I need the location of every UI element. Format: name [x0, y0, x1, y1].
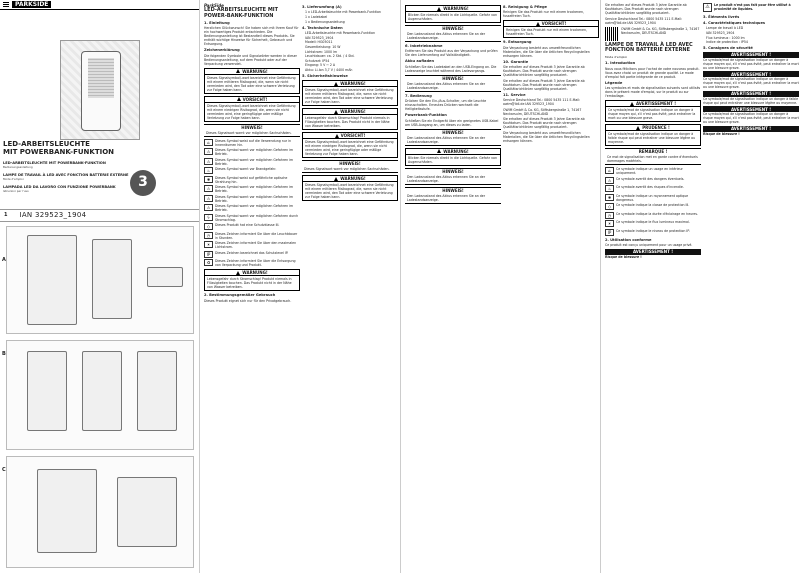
note-box: HINWEIS! Den Ladezustand des Akkus erkennen Sie an der Ladestandsanzeige.	[405, 129, 501, 146]
list-item: Modell: HG05011	[305, 40, 333, 45]
qr-row	[605, 27, 701, 41]
fr-risk-text: Risque de blessure !	[605, 254, 642, 259]
warning-box: WARNUNG! Dieses Signalsymbol/-wort bezeichnet eine Gefährdung mit einem mittleren Risikograd, die, wenn sie nicht vermieden wird, den Tod oder eine schwere Verletzung zur Folge haben kann.	[204, 68, 300, 94]
lumen-icon: ☀	[204, 241, 213, 248]
list-item: 1 x Bedienungsanleitung	[305, 19, 345, 24]
powerbank-text: Schließen Sie ein Endgerät über ein geeignetes USB-Kabel am USB-Ausgang an, um dieses zu laden.	[405, 118, 499, 127]
fr-heading: LAMPE DE TRAVAIL À LED AVEC FONCTION BATTERIE EXTERNE	[605, 41, 693, 53]
section-warranty: 10. Garantie	[503, 59, 529, 64]
symbol-row: ϟ Dieses Symbol warnt vor möglichen Gefahren durch Stromschlag.	[204, 214, 300, 222]
note-box: HINWEIS! Den Ladezustand des Akkus erkennen Sie an der Ladestandsanzeige.	[405, 187, 501, 204]
list-item: Eingang: 5 V ⎓ 2 A	[305, 63, 336, 68]
symbol-row: ☀ Ce symbole indique le flux lumineux maximal.	[605, 220, 701, 227]
symbol-row: ◷ Ce symbole indique la durée d'éclairage en heures.	[605, 212, 701, 219]
charging-text: Schließen Sie das Ladekabel an den USB-Eingang an. Die Ladeanzeige leuchtet während des Ladevorgangs.	[405, 64, 497, 73]
warning-icon: ⚠	[703, 3, 712, 12]
warning-bar: AVERTISSEMENT !	[605, 249, 701, 255]
warranty-text: Sie erhalten auf dieses Produkt 3 Jahre Garantie ab Kaufdatum. Das Produkt wurde nach strengen Qualitätsrichtlinien sorgfältig produziert.	[503, 78, 585, 91]
legend-text: Die folgenden Symbole und Signalwörter werden in dieser Bedienungsanleitung, auf dem Produkt oder auf der Verpackung verwendet.	[204, 53, 297, 66]
legend-heading: Zeichenerklärung	[204, 48, 240, 53]
warning-icon	[630, 102, 634, 106]
symbol-row: ⌂ Dieses Symbol weist auf die Verwendung nur in Innenräumen hin.	[204, 139, 300, 147]
fr-notice-row	[703, 3, 799, 13]
warning-bar: AVERTISSEMENT !	[703, 126, 799, 132]
figure-b-label: B	[2, 351, 6, 357]
ian-number: IAN 329523_1904	[19, 211, 87, 220]
warning-icon	[334, 82, 338, 86]
class-iii-icon: ◇	[605, 203, 614, 210]
symbol-row: ⚠ Dieses Symbol warnt vor möglichen Gefahren im Betrieb.	[204, 195, 300, 203]
fr-warning-text: Ce symbole/mot de signalisation indique un danger à risque moyen qui, s'il n'est pas évité, peut entraîner la mort ou une blessure grave.	[703, 112, 799, 125]
lightning-icon: ϟ	[204, 214, 213, 221]
clock-icon: ◷	[605, 212, 614, 219]
caution-icon	[335, 134, 339, 138]
list-item: Indice de protection : IP54	[706, 40, 748, 45]
figure-a-lamp-front	[27, 235, 77, 325]
list-item: LED-Arbeitsleuchte mit Powerbank-Funktion	[305, 31, 375, 36]
ip-icon: IP	[204, 251, 213, 258]
list-item: Flux lumineux : 1000 lm	[706, 35, 745, 40]
symbol-row: ⌂ Ce symbole indique un usage en intérieur uniquement.	[605, 167, 701, 175]
lamp-drawing	[81, 51, 121, 131]
charging-heading: Akku aufladen	[405, 59, 435, 64]
page3-col-right	[503, 3, 599, 144]
warning-box: WARNUNG! Blicken Sie niemals direkt in die Lichtquelle. Gefahr von Augenschäden.	[405, 5, 501, 23]
manufacturer-text: OWIM GmbH & Co. KG, Stiftsbergstraße 1, 74167 Neckarsulm, DEUTSCHLAND	[503, 107, 582, 116]
manual-page-4	[601, 0, 802, 573]
manufacturer-text: OWIM GmbH & Co. KG, Stiftsbergstraße 1, 74167 Neckarsulm, DEUTSCHLAND	[621, 26, 700, 35]
section-disposal: 9. Entsorgung	[503, 40, 532, 45]
section-tech-data: 4. Technische Daten	[302, 25, 343, 30]
fr-section-tech: 4. Caractéristiques techniques	[703, 20, 766, 25]
page3-col-left	[405, 3, 501, 206]
list-item: IAN 329523_1904	[706, 31, 735, 36]
qr-code-icon	[605, 27, 619, 41]
list-item: Gesamtleistung: 10 W	[305, 44, 341, 49]
list-item: Leuchtdauer: ca. 2 Std. / 4 Std.	[305, 54, 355, 59]
warning-icon: ⚠	[204, 148, 213, 155]
section-safety: 5. Sicherheitshinweise	[302, 73, 348, 78]
manual-page-3	[401, 0, 601, 573]
cover-title: LED-ARBEITSLEUCHTE MIT POWERBANK-FUNKTION	[3, 140, 115, 156]
fr-section-safety: 5. Consignes de sécurité	[703, 46, 753, 51]
warning-box: WARNUNG! Lebensgefahr durch Stromschlag! Produkt niemals in Flüssigkeiten tauchen. Das Produkt nicht in der Nähe von Wasser betreiben.	[204, 269, 300, 291]
caution-box: VORSICHT! Dieses Signalsymbol/-wort bezeichnet eine Gefährdung mit einem niedrigen Risikograd, die, wenn sie nicht vermieden wird, eine geringfügige oder mäßige Verletzung zur Folge haben kann.	[204, 96, 300, 122]
figure-c-lamp	[37, 469, 97, 553]
symbol-row: ⚠ Dieses Symbol warnt vor möglichen Gefahren im Betrieb.	[204, 204, 300, 212]
figure-b	[2, 340, 194, 450]
note-box: HINWEIS! Den Ladezustand des Akkus erkennen Sie an der Ladestandsanzeige.	[405, 25, 501, 42]
note-box: HINWEIS! Dieses Signalwort warnt vor möglichen Sachschäden.	[204, 124, 300, 137]
section-intended-use: 2. Bestimmungsgemäßer Gebrauch	[204, 293, 276, 298]
caution-box: VORSICHT! Reinigen Sie das Produkt nur mit einem trockenen, fusselfreien Tuch.	[503, 20, 599, 38]
cover-lang-de: LED-ARBEITSLEUCHTE MIT POWERBANK-FUNKTION Bedienungsanleitung	[3, 161, 106, 169]
intro-text: Herzlichen Glückwunsch! Sie haben sich mit Ihrem Kauf für ein hochwertiges Produkt entschieden. Die Bedienungsanleitung ist Bestandteil dieses Produkts. Sie enthält wichtige Hinweise für Sicherheit, Gebrauch und Entsorgung.	[204, 26, 299, 47]
warning-bar: AVERTISSEMENT !	[703, 71, 799, 77]
section-service: 11. Service	[503, 92, 526, 97]
caution-icon	[536, 22, 540, 26]
fr-section-usage: 2. Utilisation conforme	[605, 237, 652, 242]
disposal-text: Die Verpackung besteht aus umweltfreundlichen Materialien, die Sie über die örtlichen Recyclingstellen entsorgen können.	[503, 45, 590, 58]
cover-lang-it: LAMPADA LED DA LAVORO CON FUNZIONE POWERBANK Istruzioni per l'uso	[3, 185, 116, 193]
symbol-row: ♻ Dieses Zeichen informiert Sie über die Entsorgung von Verpackung und Produkt.	[204, 259, 300, 267]
lumen-icon: ☀	[605, 220, 614, 227]
symbol-row: ✹ Dieses Symbol weist auf gefährliche optische Strahlung hin.	[204, 176, 300, 184]
fire-icon: ♨	[605, 185, 614, 192]
list-item: 1 x LED-Arbeitsleuchte mit Powerbank-Funktion	[305, 10, 381, 15]
warning-box: WARNUNG! Blicken Sie niemals direkt in die Lichtquelle. Gefahr von Augenschäden.	[405, 148, 501, 166]
symbol-row: ⚠ Ce symbole avertit des dangers éventuels.	[605, 177, 701, 184]
figure-a-cable	[147, 267, 183, 287]
list-item: 1 x Ladekabel	[305, 15, 328, 20]
warning-box: WARNUNG! Dieses Signalsymbol/-wort bezeichnet eine Gefährdung mit einem mittleren Risikograd, die, wenn sie nicht vermieden wird, den Tod oder eine schwere Verletzung zur Folge haben kann.	[302, 175, 398, 201]
symbol-row: IP Dieses Zeichen bezeichnet das Schutzlevel IP.	[204, 251, 300, 258]
menu-icon	[3, 2, 9, 7]
warning-icon	[236, 69, 240, 73]
cover-page	[0, 0, 200, 573]
section-cleaning: 8. Reinigung & Pflege	[503, 5, 547, 9]
page4-col-left	[605, 3, 701, 260]
figure-b-lamp-1	[27, 351, 67, 431]
warning-box: WARNUNG! Lebensgefahr durch Stromschlag! Produkt niemals in Flüssigkeiten tauchen. Das Produkt nicht in der Nähe von Wasser betreiben.	[302, 108, 398, 130]
symbol-row: ⚠ Dieses Symbol warnt vor möglichen Gefahren im Betrieb.	[204, 158, 300, 166]
fire-icon: ♨	[204, 167, 213, 174]
start-text: Entfernen Sie das Produkt aus der Verpackung und prüfen Sie den Lieferumfang auf Vollständigkeit.	[405, 49, 498, 58]
symbol-row: ◇ Ce symbole indique la classe de protection III.	[605, 203, 701, 210]
warranty-text: Sie erhalten auf dieses Produkt 3 Jahre Garantie ab Kaufdatum. Das Produkt wurde nach strengen Qualitätsrichtlinien sorgfältig produziert.	[503, 65, 585, 78]
warning-bar: AVERTISSEMENT !	[703, 52, 799, 58]
note-box: HINWEIS! Den Ladezustand des Akkus erkennen Sie an der Ladestandsanzeige.	[405, 75, 501, 92]
list-item: Schutzart: IP54	[305, 58, 330, 63]
warning-icon	[334, 177, 338, 181]
figure-c	[2, 456, 194, 568]
section-operation: 7. Bedienung	[405, 93, 432, 98]
warning-bar: AVERTISSEMENT !	[703, 106, 799, 112]
service-text: Service Deutschland Tel.: 0800 5435 111 E-Mail: owim@lidl.de IAN 329523_1904	[605, 16, 683, 25]
section-introduction: 1. Einleitung	[204, 21, 230, 25]
warning-box: WARNUNG! Dieses Signalsymbol/-wort bezeichnet eine Gefährdung mit einem mittleren Risikograd, die, wenn sie nicht vermieden wird, den Tod oder eine schwere Verletzung zur Folge haben kann.	[302, 80, 398, 106]
figure-a-lamp-side	[92, 239, 132, 319]
warning-bar: AVERTISSEMENT !	[703, 91, 799, 97]
caution-icon	[237, 97, 241, 101]
symbol-row: ⚠ Dieses Symbol warnt vor möglichen Gefahren im Betrieb.	[204, 148, 300, 156]
symbol-row: IP Ce symbole indique le niveau de protection IP.	[605, 229, 701, 236]
cover-lang-fr: LAMPE DE TRAVAIL À LED AVEC FONCTION BATTERIE EXTERNE Mode d'emploi	[3, 173, 129, 181]
fr-section-delivery: 3. Éléments livrés	[703, 14, 740, 19]
warning-icon	[236, 271, 240, 275]
figure-c-label: C	[2, 467, 6, 473]
recycle-icon: ♻	[204, 259, 213, 266]
intended-use-text: Dieses Produkt eignet sich nur für den Privatgebrauch.	[204, 298, 292, 303]
figure-a-label: A	[2, 257, 6, 263]
page2-col-left	[204, 3, 300, 304]
warning-box: AVERTISSEMENT ! Ce symbole/mot de signalisation indique un danger à risque moyen qui, s'il n'est pas évité, peut entraîner la mort ou une blessure grave.	[605, 100, 701, 122]
warning-icon	[437, 149, 441, 153]
warranty-badge: 3	[130, 170, 156, 196]
symbol-row: ☀ Dieses Zeichen informiert Sie über den maximalen Lichtstrom.	[204, 241, 300, 249]
fr-usage-text: Ce produit est conçu uniquement pour un usage privé.	[605, 243, 693, 248]
warning-icon: ⚠	[204, 195, 213, 202]
service-text: Service Deutschland Tel.: 0800 5435 111 E-Mail: owim@lidl.de IAN 329523_1904	[503, 98, 581, 107]
caution-icon	[636, 126, 640, 130]
list-item: Lampe de travail à LED	[706, 26, 744, 31]
warning-icon: ⚠	[204, 204, 213, 211]
fr-caution-text: Ce symbole/mot de signalisation indique un danger à faible risque qui peut entraîner une blessure légère ou moyenne.	[703, 96, 799, 105]
fr-subheading: Mode d'emploi	[605, 54, 628, 59]
radiation-icon: ✹	[605, 194, 614, 201]
operation-text: Drücken Sie den Ein-/Aus-Schalter, um die Leuchte einzuschalten. Erneutes Drücken wechselt die Helligkeitsstufe.	[405, 99, 487, 112]
figure-c-lamp-open	[117, 477, 177, 547]
disposal-text: Die Verpackung besteht aus umweltfreundlichen Materialien, die Sie über die örtlichen Recyclingstellen entsorgen können.	[503, 130, 590, 143]
cleaning-text: Reinigen Sie das Produkt nur mit einem trockenen, fusselfreien Tuch.	[503, 10, 585, 19]
house-icon: ⌂	[605, 167, 614, 174]
note-box: REMARQUE ! Ce mot de signalisation met en garde contre d'éventuels dommages matériels.	[605, 148, 701, 165]
clock-icon: ◷	[204, 232, 213, 239]
symbol-row: ⚠ Dieses Symbol warnt vor möglichen Gefahren im Betrieb.	[204, 185, 300, 193]
fr-legend-text: Les symboles et mots de signalisation suivants sont utilisés dans le présent mode d'emploi, sur le produit ou sur l'emballage.	[605, 86, 701, 99]
fr-product-notice: Le produit n'est pas fait pour être utilisé à proximité de liquides.	[714, 3, 791, 11]
symbol-row: ◇ Dieses Produkt hat eine Schutzklasse III.	[204, 223, 300, 230]
caution-box: PRUDENCE ! Ce symbole/mot de signalisation indique un danger à faible risque qui peut entraîner une blessure légère ou moyenne.	[605, 124, 701, 146]
symbol-row: ♨ Ce symbole avertit des risques d'incendie.	[605, 185, 701, 192]
fr-section-intro: 1. Introduction	[605, 61, 636, 66]
page-number: 1	[4, 212, 8, 219]
list-item: IAN 329523_1904	[305, 35, 334, 40]
symbol-row: ♨ Dieses Symbol warnt vor Brandgefahr.	[204, 167, 300, 174]
symbol-row: ✹ Ce symbole indique un rayonnement optique dangereux.	[605, 194, 701, 202]
page2-heading: LED-ARBEITSLEUCHTE MIT POWER-BANK-FUNKTION	[204, 7, 279, 19]
warning-icon: ⚠	[204, 158, 213, 165]
fr-warning-text: Ce symbole/mot de signalisation indique un danger à risque moyen qui, s'il n'est pas évité, peut entraîner la mort ou une blessure grave.	[703, 57, 799, 70]
figure-b-lamp-2	[82, 351, 122, 431]
list-item: Lichtstrom: 1000 lm	[305, 49, 338, 54]
ip-icon: IP	[605, 229, 614, 236]
note-box: HINWEIS! Dieses Signalwort warnt vor möglichen Sachschäden.	[302, 160, 398, 173]
brand-mark: ParkSide	[204, 3, 224, 8]
cover-product-image	[60, 40, 140, 140]
fr-warning-text: Ce symbole/mot de signalisation indique un danger à risque moyen qui, s'il n'est pas évité, peut entraîner la mort ou une blessure grave.	[703, 77, 799, 90]
house-icon: ⌂	[204, 139, 213, 146]
warranty-text: Sie erhalten auf dieses Produkt 3 Jahre Garantie ab Kaufdatum. Das Produkt wurde nach strengen Qualitätsrichtlinien sorgfältig produziert.	[605, 3, 687, 15]
caution-box: VORSICHT! Dieses Signalsymbol/-wort bezeichnet eine Gefährdung mit einem niedrigen Risikograd, die, wenn sie nicht vermieden wird, eine geringfügige oder mäßige Verletzung zur Folge haben kann.	[302, 132, 398, 158]
class-iii-icon: ◇	[204, 223, 213, 230]
section-scope: 3. Lieferumfang (A)	[302, 5, 342, 9]
fr-legend-heading: Légende	[605, 80, 623, 85]
page2-col-right	[302, 3, 398, 203]
fr-intro-text: Nous vous félicitons pour l'achat de votre nouveau produit. Vous avez choisi un produit de grande qualité. Le mode d'emploi fait partie intégrante de ce produit.	[605, 66, 700, 79]
powerbank-heading: Powerbank-Funktion	[405, 113, 447, 118]
warning-icon: ⚠	[204, 185, 213, 192]
fr-risk-text: Risque de blessure !	[703, 131, 740, 136]
warranty-text: Sie erhalten auf dieses Produkt 3 Jahre Garantie ab Kaufdatum. Das Produkt wurde nach strengen Qualitätsrichtlinien sorgfältig produziert.	[503, 117, 585, 130]
ian-row	[0, 209, 200, 222]
list-item: Akku: Li-Ion 3,7 V / 4400 mAh	[305, 67, 353, 72]
warning-icon: ⚠	[605, 177, 614, 184]
brand-bar	[0, 0, 199, 10]
page4-col-right	[703, 3, 799, 137]
figure-a	[2, 226, 194, 334]
figure-b-lamp-3	[137, 351, 177, 431]
section-start: 6. Inbetriebnahme	[405, 44, 443, 48]
symbol-row: ◷ Dieses Zeichen informiert Sie über die Leuchtdauer in Stunden.	[204, 232, 300, 240]
warning-icon	[334, 110, 338, 114]
note-box: HINWEIS! Den Ladezustand des Akkus erkennen Sie an der Ladestandsanzeige.	[405, 168, 501, 185]
radiation-icon: ✹	[204, 176, 213, 183]
manual-page-2	[200, 0, 401, 573]
brand-logo: PARKSIDE	[12, 1, 51, 9]
warning-icon	[437, 7, 441, 11]
